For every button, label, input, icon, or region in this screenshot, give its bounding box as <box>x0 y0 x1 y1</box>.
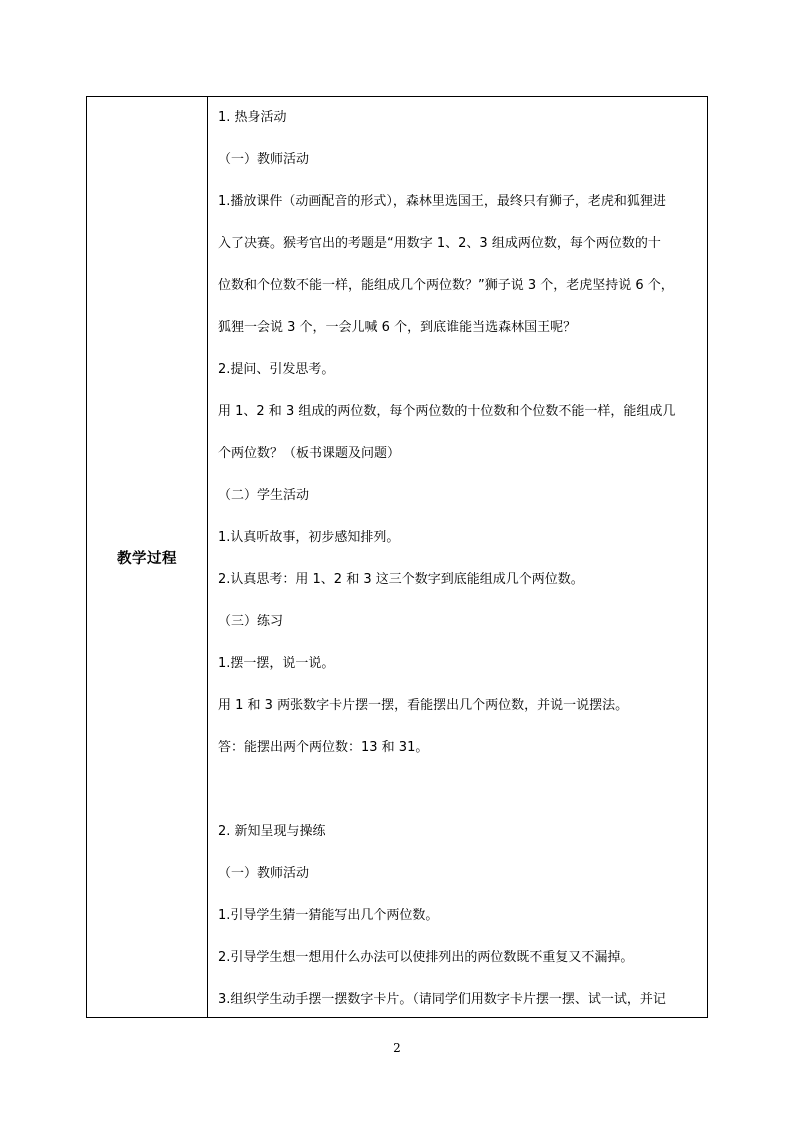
paragraph-line: 个两位数？（板书课题及问题） <box>218 446 401 461</box>
paragraph-line: 1.播放课件（动画配音的形式），森林里选国王，最终只有狮子，老虎和狐狸进 <box>218 194 666 209</box>
subheading-teacher-activity: （一）教师活动 <box>218 866 310 881</box>
subheading-teacher-activity: （一）教师活动 <box>218 152 310 167</box>
paragraph-line: 2.提问、引发思考。 <box>218 362 335 377</box>
section-label: 教学过程 <box>117 550 177 567</box>
paragraph-line: 狐狸一会说 3 个，一会儿喊 6 个，到底谁能当选森林国王呢？ <box>218 320 577 335</box>
page-number: 2 <box>393 1041 401 1055</box>
paragraph-line: 1.引导学生猜一猜能写出几个两位数。 <box>218 908 439 923</box>
paragraph-line: 用 1、2 和 3 组成的两位数，每个两位数的十位数和个位数不能一样，能组成几 <box>218 404 676 419</box>
heading-warmup: 1. 热身活动 <box>218 110 287 125</box>
paragraph-line: 1.摆一摆，说一说。 <box>218 656 335 671</box>
paragraph-line: 2.引导学生想一想用什么办法可以使排列出的两位数既不重复又不漏掉。 <box>218 950 634 965</box>
paragraph-line: 3.组织学生动手摆一摆数字卡片。（请同学们用数字卡片摆一摆、试一试，并记 <box>218 992 666 1007</box>
paragraph-line: 用 1 和 3 两张数字卡片摆一摆，看能摆出几个两位数，并说一说摆法。 <box>218 698 629 713</box>
section-label-cell <box>87 97 208 1017</box>
subheading-student-activity: （二）学生活动 <box>218 488 310 503</box>
section-content-cell <box>208 97 707 1017</box>
lesson-table <box>86 96 708 1018</box>
paragraph-line: 1.认真听故事，初步感知排列。 <box>218 530 400 545</box>
paragraph-line: 答：能摆出两个两位数：13 和 31。 <box>218 740 429 755</box>
subheading-practice: （三）练习 <box>218 614 284 629</box>
paragraph-line: 位数和个位数不能一样，能组成几个两位数？”狮子说 3 个，老虎坚持说 6 个， <box>218 278 674 293</box>
paragraph-line: 2.认真思考：用 1、2 和 3 这三个数字到底能组成几个两位数。 <box>218 572 584 587</box>
paragraph-line: 入了决赛。猴考官出的考题是“用数字 1、2、3 组成两位数，每个两位数的十 <box>218 236 661 251</box>
heading-new-knowledge: 2. 新知呈现与操练 <box>218 824 326 839</box>
